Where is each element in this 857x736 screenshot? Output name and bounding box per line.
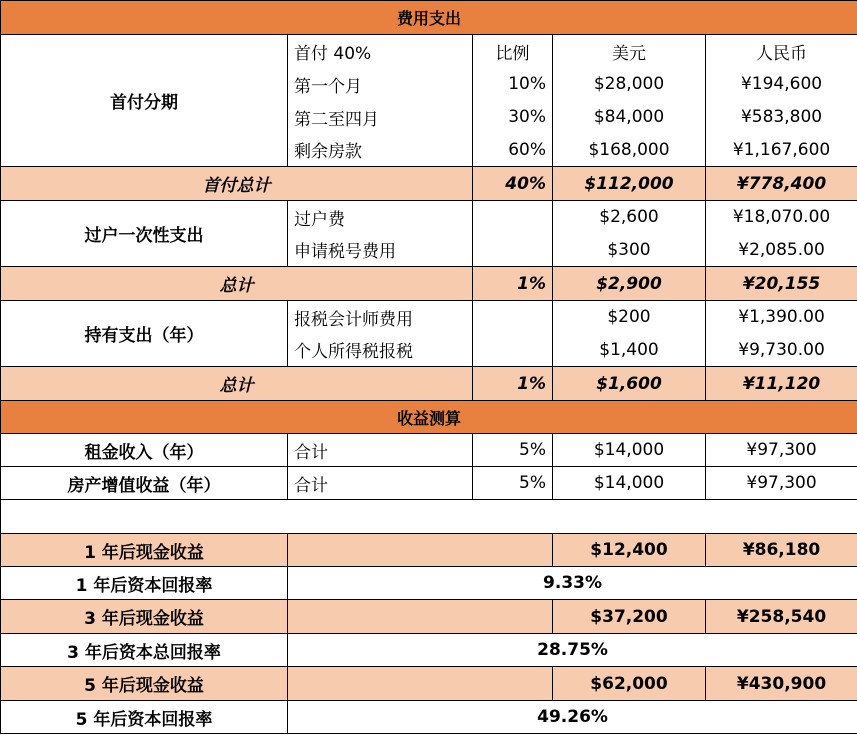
row-ratio: 10% xyxy=(473,68,553,101)
cash-return-row xyxy=(1,534,857,567)
income-ratio: 5% xyxy=(473,434,553,467)
return-label: 1 年后现金收益 xyxy=(1,534,288,567)
total-rmb: ¥778,400 xyxy=(706,167,857,201)
transfer-label: 过户一次性支出 xyxy=(1,201,288,267)
row-rmb: ¥2,085.00 xyxy=(706,234,857,267)
cash-return-row xyxy=(1,667,857,701)
total-ratio: 40% xyxy=(473,167,553,201)
income-row xyxy=(1,467,857,500)
return-label: 1 年后资本回报率 xyxy=(1,567,288,600)
row-name: 剩余房款 xyxy=(288,134,473,167)
row-usd: $2,600 xyxy=(553,201,706,234)
return-label: 3 年后资本总回报率 xyxy=(1,634,288,667)
col-header-ratio: 比例 xyxy=(473,35,553,68)
rate-row xyxy=(1,567,857,600)
row-name: 第一个月 xyxy=(288,68,473,101)
income-usd: $14,000 xyxy=(553,434,706,467)
total-rmb: ¥11,120 xyxy=(706,367,857,401)
row-name: 过户费 xyxy=(288,201,473,234)
return-label: 5 年后现金收益 xyxy=(1,667,288,701)
row-usd: $200 xyxy=(553,301,706,334)
row-rmb: ¥194,600 xyxy=(706,68,857,101)
row-name: 申请税号费用 xyxy=(288,234,473,267)
row-rmb: ¥1,390.00 xyxy=(706,301,857,334)
return-rmb: ¥86,180 xyxy=(706,534,857,567)
row-name: 报税会计师费用 xyxy=(288,301,473,334)
cash-return-row xyxy=(1,600,857,634)
income-ratio: 5% xyxy=(473,467,553,500)
row-usd: $84,000 xyxy=(553,101,706,134)
income-header: 收益测算 xyxy=(1,401,857,434)
row-name: 第二至四月 xyxy=(288,101,473,134)
rate-row xyxy=(1,701,857,734)
holding-total-row xyxy=(1,367,857,401)
row-rmb: ¥9,730.00 xyxy=(706,334,857,367)
income-name: 合计 xyxy=(288,434,473,467)
return-rate: 28.75% xyxy=(288,634,857,667)
total-ratio: 1% xyxy=(473,267,553,301)
return-label: 5 年后资本回报率 xyxy=(1,701,288,734)
return-rmb: ¥258,540 xyxy=(706,600,857,634)
expense-header: 费用支出 xyxy=(1,1,857,35)
row-ratio: 60% xyxy=(473,134,553,167)
col-header-rmb: 人民币 xyxy=(706,35,857,68)
down-payment-total-row xyxy=(1,167,857,201)
return-rmb: ¥430,900 xyxy=(706,667,857,701)
down-payment-label: 首付分期 xyxy=(1,35,288,167)
return-usd: $62,000 xyxy=(553,667,706,701)
total-label: 首付总计 xyxy=(1,167,473,201)
total-usd: $2,900 xyxy=(553,267,706,301)
return-rate: 49.26% xyxy=(288,701,857,734)
return-usd: $12,400 xyxy=(553,534,706,567)
total-usd: $1,600 xyxy=(553,367,706,401)
row-name: 个人所得税报税 xyxy=(288,334,473,367)
row-usd: $28,000 xyxy=(553,68,706,101)
return-rate: 9.33% xyxy=(288,567,857,600)
total-usd: $112,000 xyxy=(553,167,706,201)
col-header-down: 首付 40% xyxy=(288,35,473,68)
empty-row xyxy=(1,500,857,534)
return-label: 3 年后现金收益 xyxy=(1,600,288,634)
row-usd: $300 xyxy=(553,234,706,267)
holding-label: 持有支出（年） xyxy=(1,301,288,367)
income-usd: $14,000 xyxy=(553,467,706,500)
total-label: 总计 xyxy=(1,367,473,401)
row-rmb: ¥18,070.00 xyxy=(706,201,857,234)
transfer-total-row xyxy=(1,267,857,301)
col-header-usd: 美元 xyxy=(553,35,706,68)
income-label: 租金收入（年） xyxy=(1,434,288,467)
total-rmb: ¥20,155 xyxy=(706,267,857,301)
rate-row xyxy=(1,634,857,667)
income-name: 合计 xyxy=(288,467,473,500)
income-rmb: ¥97,300 xyxy=(706,467,857,500)
row-usd: $168,000 xyxy=(553,134,706,167)
total-label: 总计 xyxy=(1,267,473,301)
income-label: 房产增值收益（年） xyxy=(1,467,288,500)
row-rmb: ¥1,167,600 xyxy=(706,134,857,167)
return-usd: $37,200 xyxy=(553,600,706,634)
row-rmb: ¥583,800 xyxy=(706,101,857,134)
income-rmb: ¥97,300 xyxy=(706,434,857,467)
row-usd: $1,400 xyxy=(553,334,706,367)
row-ratio: 30% xyxy=(473,101,553,134)
income-row xyxy=(1,434,857,467)
total-ratio: 1% xyxy=(473,367,553,401)
